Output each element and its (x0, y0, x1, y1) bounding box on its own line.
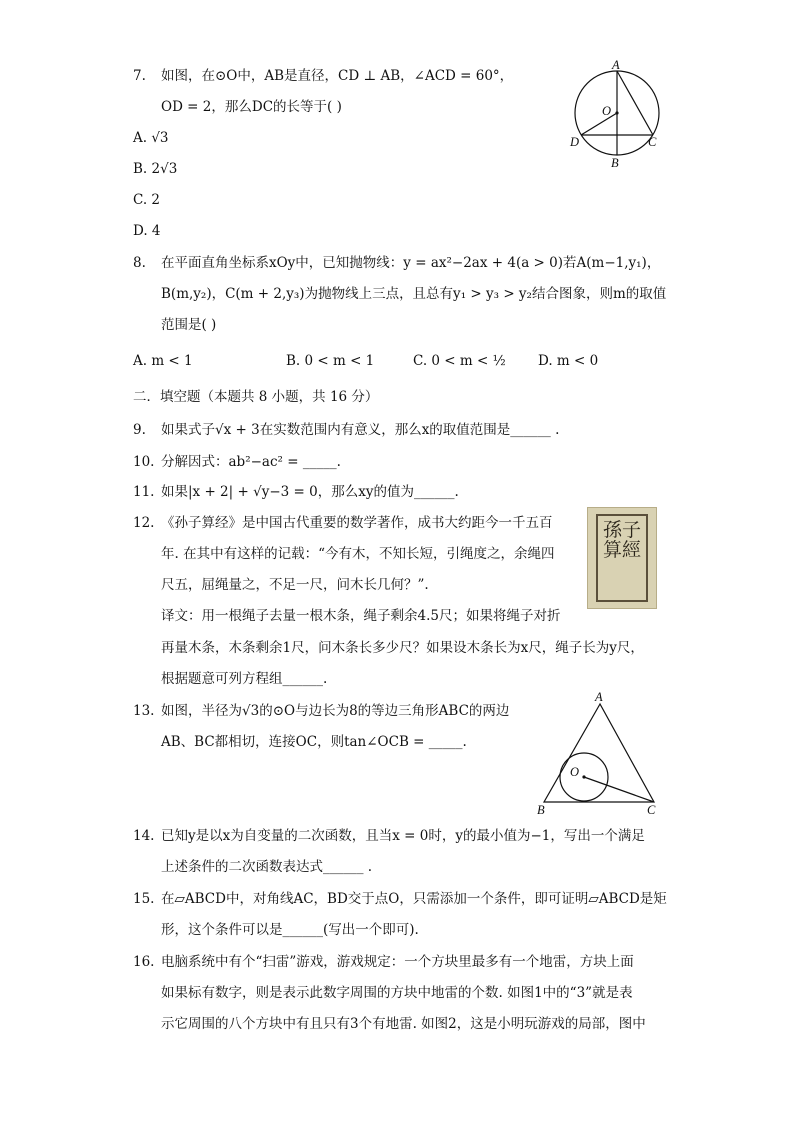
q16-line1: 电脑系统中有个“扫雷”游戏，游戏规定：一个方块里最多有一个地雷，方块上面 (161, 954, 634, 970)
q15-number: 15. (133, 891, 155, 907)
q12-line3: 尺五，屈绳量之，不足一尺，问木长几何？”. (161, 577, 429, 593)
q8-line2: B(m,y₂)，C(m + 2,y₃)为抛物线上三点，且总有y₁ > y₃ > y₂结合图象，则m的取值 (161, 286, 667, 302)
q8-option-c: C. 0 < m < ½ (413, 353, 506, 369)
q16-line3: 示它周围的八个方块中有且只有3个有地雷. 如图2，这是小明玩游戏的局部，图中 (161, 1016, 646, 1032)
q7-label-c: C (648, 135, 657, 149)
q10-text: 分解因式：ab²−ac² = _____. (161, 454, 341, 470)
q15-line1: 在▱ABCD中，对角线AC，BD交于点O，只需添加一个条件，即可证明▱ABCD是矩 (161, 891, 667, 907)
q13-line1: 如图，半径为√3的⊙O与边长为8的等边三角形ABC的两边 (161, 703, 510, 719)
q13-line2: AB、BC都相切，连接OC，则tan∠OCB = _____. (161, 734, 467, 750)
q16-number: 16. (133, 954, 155, 970)
q13-number: 13. (133, 703, 155, 719)
q7-label-o: O (602, 104, 612, 118)
q7-circle-figure (565, 58, 670, 173)
q11-number: 11. (133, 484, 155, 500)
q7-option-a: A. √3 (133, 130, 169, 146)
q16-line2: 如果标有数字，则是表示此数字周围的方块中地雷的个数. 如图1中的“3”就是表 (161, 985, 633, 1001)
q7-label-a: A (612, 58, 620, 72)
q14-line1: 已知y是以x为自变量的二次函数，且当x = 0时，y的最小值为−1，写出一个满足 (161, 828, 645, 844)
q7-option-d: D. 4 (133, 223, 161, 239)
q12-line6: 根据题意可列方程组______. (161, 671, 328, 687)
book-cover-title: 孫子算經 (602, 519, 641, 561)
q15-line2: 形，这个条件可以是______(写出一个即可). (161, 922, 419, 938)
q8-line1: 在平面直角坐标系xOy中，已知抛物线：y = ax²−2ax + 4(a > 0)若A(m−1,y₁)， (161, 255, 661, 271)
q8-option-d: D. m < 0 (538, 353, 599, 369)
q9-number: 9. (133, 422, 146, 438)
q12-line4: 译文：用一根绳子去量一根木条，绳子剩余4.5尺；如果将绳子对折 (161, 608, 561, 624)
q7-label-b: B (611, 156, 619, 170)
q14-line2: 上述条件的二次函数表达式______ . (161, 859, 373, 875)
q7-label-d: D (570, 135, 580, 149)
q8-option-a: A. m < 1 (133, 353, 193, 369)
q12-number: 12. (133, 515, 155, 531)
q11-text: 如果|x + 2| + √y−3 = 0，那么xy的值为______. (161, 484, 459, 500)
q8-line3: 范围是( ) (161, 317, 217, 333)
q14-number: 14. (133, 828, 155, 844)
q10-number: 10. (133, 454, 155, 470)
q12-line2: 年. 在其中有这样的记载：“今有木，不知长短，引绳度之，余绳四 (161, 546, 555, 562)
q7-line2: OD = 2，那么DC的长等于( ) (161, 99, 342, 115)
q9-text: 如果式子√x + 3在实数范围内有意义，那么x的取值范围是______ . (161, 422, 560, 438)
q7-option-c: C. 2 (133, 192, 161, 208)
q13-triangle-figure (530, 690, 665, 820)
q7-line1: 如图，在⊙O中，AB是直径，CD ⊥ AB，∠ACD = 60°， (161, 68, 514, 84)
q13-label-a: A (595, 690, 603, 704)
section-header: 二．填空题（本题共 8 小题，共 16 分） (133, 389, 379, 405)
q7-number: 7. (133, 68, 146, 84)
q13-label-b: B (537, 803, 545, 817)
book-cover-image (587, 507, 657, 609)
q13-label-o: O (570, 765, 580, 779)
q12-line1: 《孙子算经》是中国古代重要的数学著作，成书大约距今一千五百 (161, 515, 553, 531)
q8-number: 8. (133, 255, 146, 271)
q13-label-c: C (647, 803, 656, 817)
q12-line5: 再量木条，木条剩余1尺，问木条长多少尺？如果设木条长为x尺，绳子长为y尺， (161, 640, 644, 656)
q8-option-b: B. 0 < m < 1 (286, 353, 375, 369)
q7-option-b: B. 2√3 (133, 161, 178, 177)
